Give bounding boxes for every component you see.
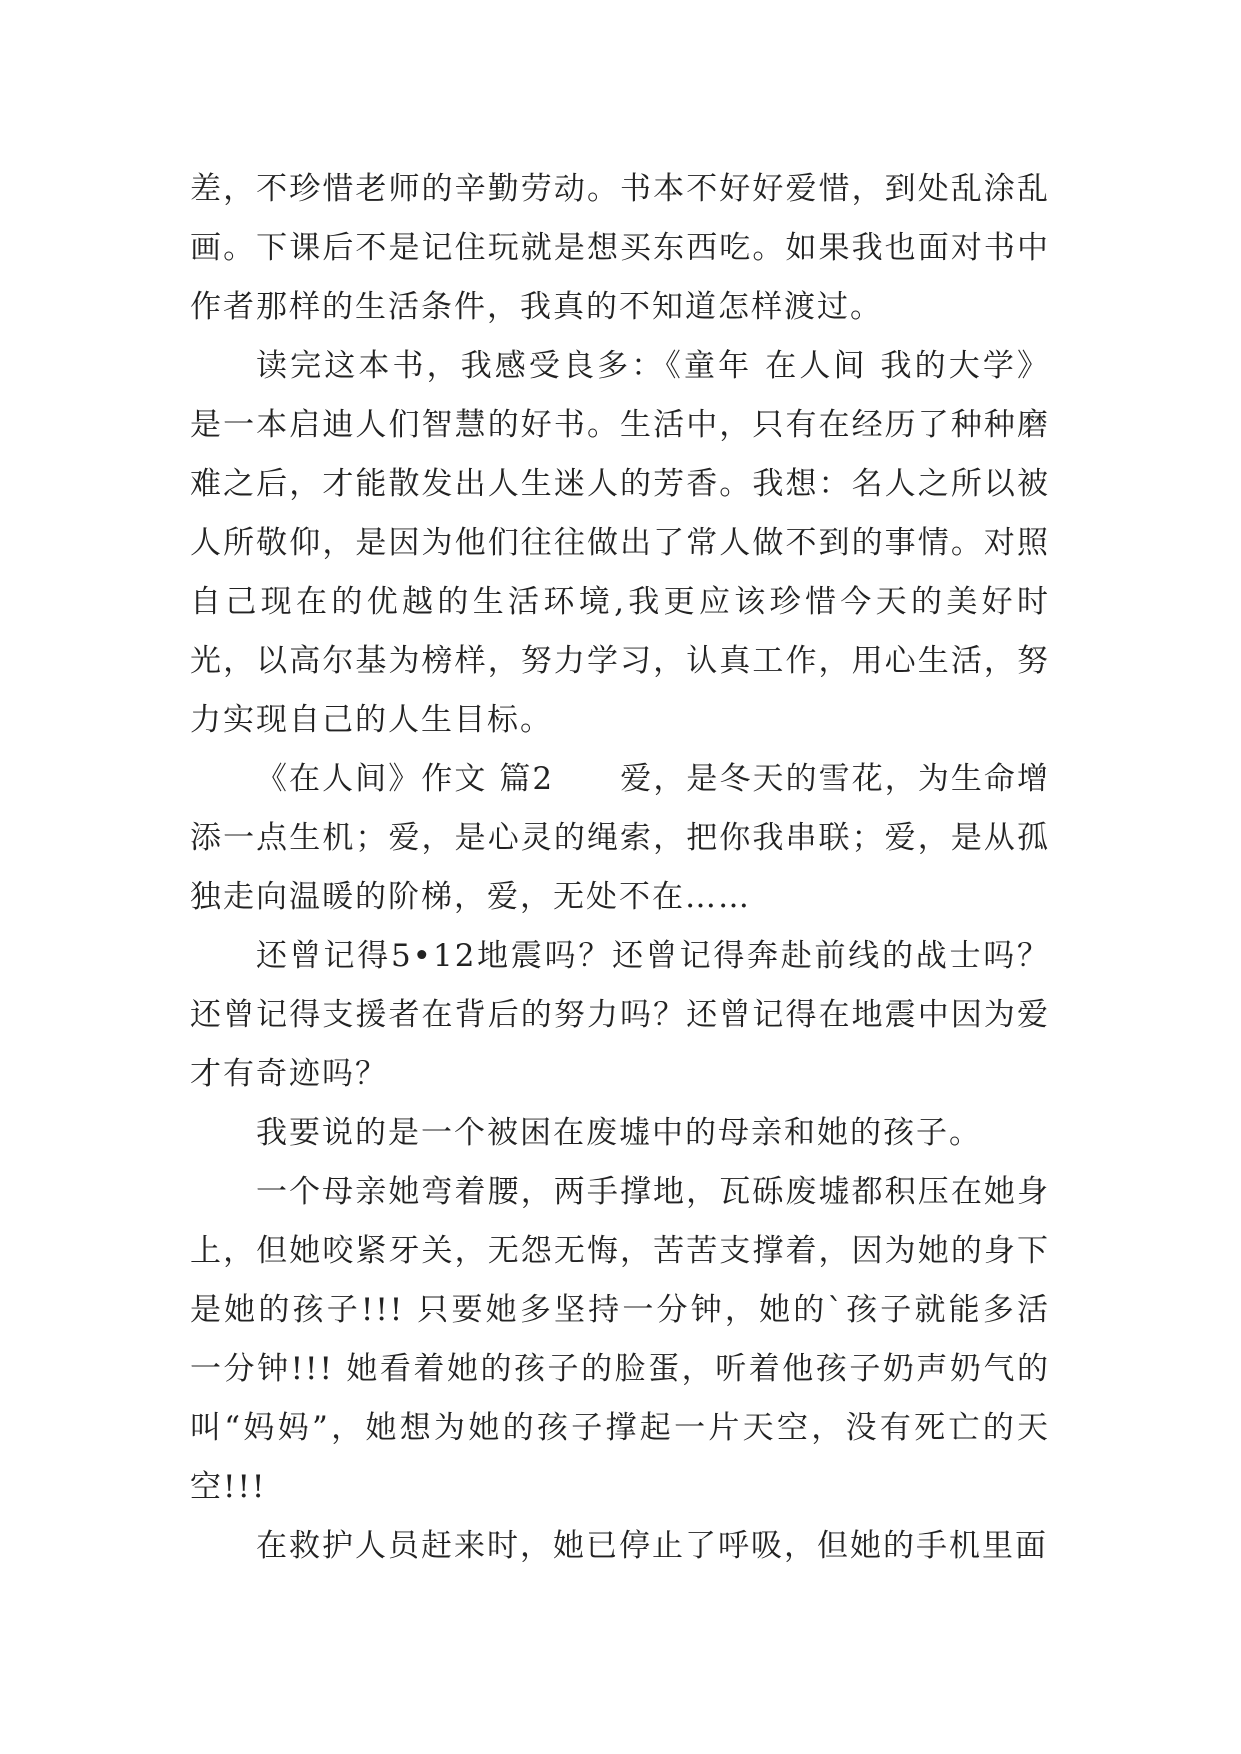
paragraph-3: 《在人间》作文 篇2 爱，是冬天的雪花，为生命增添一点生机；爱，是心灵的绳索，把你我串联；爱，是从孤独走向温暖的阶梯，爱，无处不在…… xyxy=(190,761,1050,915)
paragraph-2: 读完这本书，我感受良多：《童年 在人间 我的大学》是一本启迪人们智慧的好书。生活中，只有在经历了种种磨难之后，才能散发出人生迷人的芳香。我想：名人之所以被人所敬仰，是因为他们往往做出了常人做不到的事情。对照自己现在的优越的生活环境,我更应该珍惜今天的美好时光，以高尔基为榜样，努力学习，认真工作，用心生活，努力实现自己的人生目标。 xyxy=(190,348,1050,738)
paragraph-7: 在救护人员赶来时，她已停止了呼吸，但她的手机里面 xyxy=(256,1528,1048,1564)
paragraph-6: 一个母亲她弯着腰，两手撑地，瓦砾废墟都积压在她身上，但她咬紧牙关，无怨无悔，苦苦支撑着，因为她的身下是她的孩子!!! 只要她多坚持一分钟，她的`孩子就能多活一分钟!!! 她看着她的孩子的脸蛋，听着他孩子奶声奶气的叫“妈妈”，她想为她的孩子撑起一片天空，没有死亡的天空!!! xyxy=(190,1174,1050,1505)
paragraph-4: 还曾记得5•12地震吗？还曾记得奔赴前线的战士吗？还曾记得支援者在背后的努力吗？还曾记得在地震中因为爱才有奇迹吗？ xyxy=(190,938,1050,1092)
paragraph-1: 差，不珍惜老师的辛勤劳动。书本不好好爱惜，到处乱涂乱画。下课后不是记住玩就是想买东西吃。如果我也面对书中作者那样的生活条件，我真的不知道怎样渡过。 xyxy=(190,171,1050,325)
paragraph-5: 我要说的是一个被困在废墟中的母亲和她的孩子。 xyxy=(256,1115,982,1151)
document-body xyxy=(190,160,1050,1576)
